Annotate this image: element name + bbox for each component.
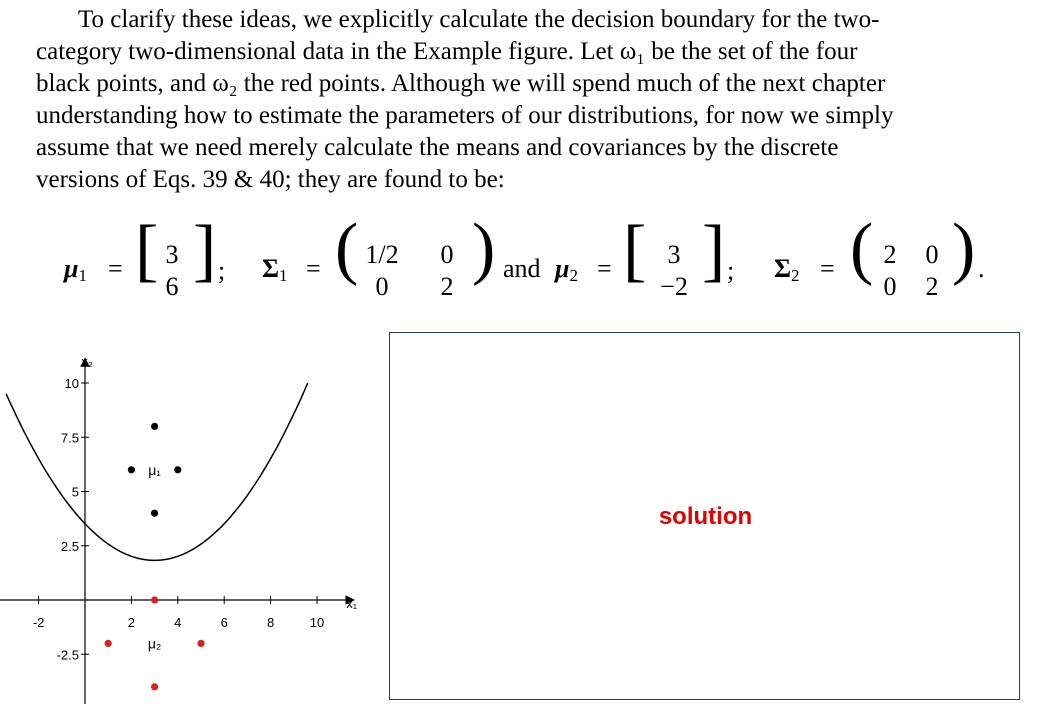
sigma1-equals: = — [306, 254, 321, 283]
mu1-semicolon: ; — [218, 256, 226, 285]
x-tick-label: 4 — [174, 615, 182, 630]
black-data-point — [128, 466, 135, 473]
x-axis-label: x₁ — [346, 596, 358, 611]
equation-period: . — [978, 254, 985, 283]
x-tick-label: 10 — [309, 615, 325, 630]
mu1-value-2: 6 — [165, 272, 179, 301]
black-data-point — [174, 466, 181, 473]
black-data-point — [151, 510, 158, 517]
sigma2-right-paren: ) — [952, 210, 976, 287]
mu2-semicolon: ; — [727, 256, 735, 285]
y-tick-label: 7.5 — [60, 430, 79, 446]
plot-labels — [148, 462, 162, 652]
x-tick-label: -2 — [32, 615, 45, 630]
body-paragraph — [36, 4, 1016, 196]
mu1-equals: = — [108, 254, 123, 283]
sigma1-symbol: $\Sigma_1$ — [262, 254, 288, 285]
parameter-equations — [0, 210, 1037, 312]
x-tick-label: 6 — [220, 615, 228, 630]
mu2-annotation: μ₂ — [147, 635, 162, 652]
sigma2-cell-11: 2 — [883, 240, 897, 269]
sigma1-cell-21: 0 — [375, 272, 389, 301]
sigma2-cell-12: 0 — [925, 240, 939, 269]
mu2-right-bracket: ] — [702, 212, 726, 289]
decision-boundary-plot — [0, 340, 380, 708]
mu2-symbol: $\mu_2$ — [555, 254, 578, 285]
x-tick-label: 8 — [266, 615, 275, 630]
y-tick-label: 10 — [64, 376, 79, 391]
sigma2-left-paren: ( — [850, 210, 874, 287]
red-data-point — [151, 596, 158, 603]
mu2-left-bracket: [ — [623, 212, 647, 289]
mu1-symbol: $\mu_1$ — [64, 254, 87, 285]
paragraph-line-5: assume that we need merely calculate the means and covariances by the discrete — [36, 134, 839, 161]
mu1-right-bracket: ] — [193, 212, 217, 289]
sigma1-cell-22: 2 — [440, 272, 454, 301]
y-axis-label: x₂ — [81, 354, 93, 369]
mu1-annotation: μ₁ — [148, 461, 161, 478]
red-data-point — [151, 683, 158, 690]
and-text: and — [503, 254, 541, 283]
red-data-point — [197, 640, 204, 647]
y-tick-label: 2.5 — [60, 538, 79, 554]
mu2-value-2: −2 — [660, 272, 688, 301]
sigma2-cell-21: 0 — [883, 272, 897, 301]
solution-box — [389, 332, 1020, 700]
paragraph-line-6: versions of Eqs. 39 & 40; they are found to be: — [36, 166, 505, 193]
mu1-value-1: 3 — [165, 240, 179, 269]
red-data-point — [105, 640, 112, 647]
sigma1-right-paren: ) — [472, 210, 496, 287]
paragraph-line-1: To clarify these ideas, we explicitly calculate the decision boundary for the two- — [78, 6, 880, 33]
plot-axes — [0, 354, 358, 704]
sigma2-symbol: $\Sigma_2$ — [774, 254, 800, 285]
y-tick-label: 5 — [71, 484, 79, 500]
paragraph-line-4: understanding how to estimate the parameters of our distributions, for now we simply — [36, 102, 894, 129]
sigma1-left-paren: ( — [335, 210, 359, 287]
black-data-point — [151, 423, 158, 430]
mu2-value-1: 3 — [667, 240, 681, 269]
paragraph-line-2: category two-dimensional data in the Example figure. Let ω₁ be the set of the four — [36, 38, 858, 65]
mu1-left-bracket: [ — [135, 212, 159, 289]
mu2-equals: = — [597, 254, 612, 283]
sigma2-equals: = — [820, 254, 835, 283]
sigma1-cell-11: 1/2 — [365, 240, 399, 269]
solution-label: solution — [658, 503, 753, 530]
sigma2-cell-22: 2 — [925, 272, 939, 301]
sigma1-cell-12: 0 — [440, 240, 454, 269]
paragraph-line-3: black points, and ω₂ the red points. Although we will spend much of the next chapter — [36, 70, 886, 97]
y-tick-label: -2.5 — [56, 647, 79, 663]
x-tick-label: 2 — [127, 615, 136, 630]
